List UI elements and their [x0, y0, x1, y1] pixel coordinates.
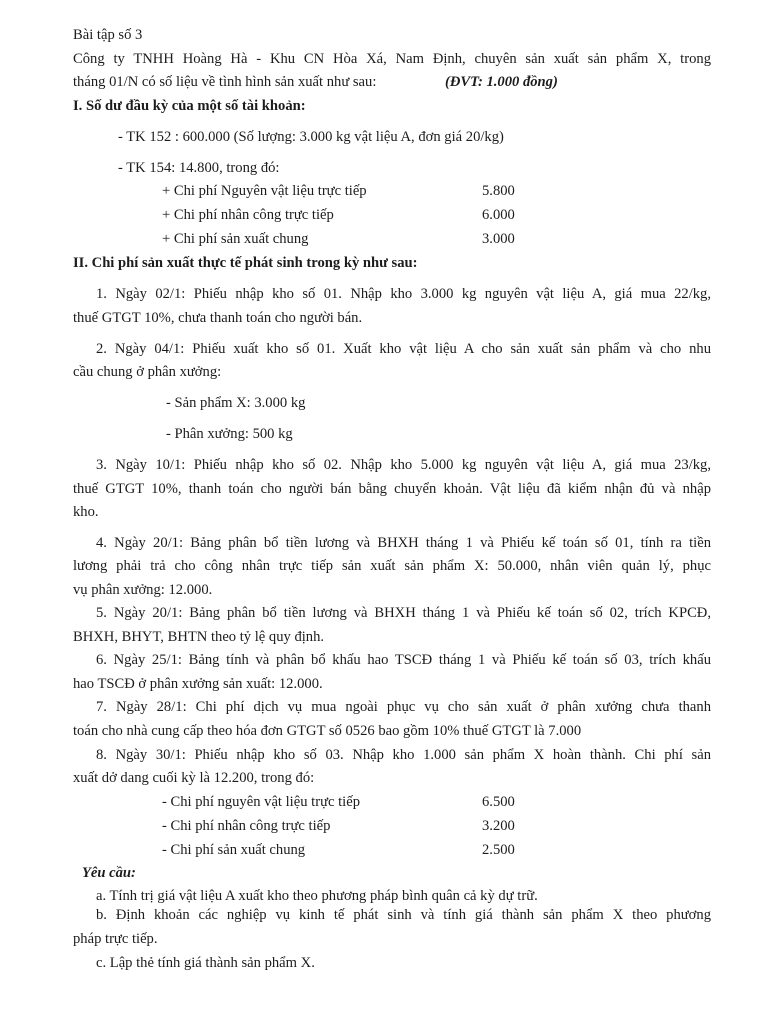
operation-3-line-3: kho.: [73, 504, 99, 520]
operation-3-line-1: 3. Ngày 10/1: Phiếu nhập kho số 02. Nhập kho 5.000 kg nguyên vật liệu A, giá mua 23/kg,: [96, 457, 711, 473]
operation-7-line-2: toán cho nhà cung cấp theo hóa đơn GTGT số 0526 bao gồm 10% thuế GTGT là 7.000: [73, 723, 582, 739]
operation-7-line-1: 7. Ngày 28/1: Chi phí dịch vụ mua ngoài phục vụ cho sản xuất ở phân xưởng chưa thanh: [96, 699, 711, 715]
requirement-a: a. Tính trị giá vật liệu A xuất kho theo phương pháp bình quân cả kỳ dự trữ.: [96, 888, 538, 904]
closing-wip-label: - Chi phí nguyên vật liệu trực tiếp: [162, 794, 360, 810]
opening-item-amount: 6.000: [482, 207, 515, 223]
operation-8-line-2: xuất dở dang cuối kỳ là 12.200, trong đó:: [73, 770, 315, 786]
requirement-c: c. Lập thẻ tính giá thành sản phẩm X.: [96, 955, 315, 971]
closing-wip-amount: 6.500: [482, 794, 515, 810]
opening-item-label: + Chi phí sản xuất chung: [162, 231, 309, 247]
operation-3-line-2: thuế GTGT 10%, thanh toán cho người bán bằng chuyển khoản. Vật liệu đã kiểm nhận đủ và nhập: [73, 481, 711, 497]
requirement-b-line-1: b. Định khoản các nghiệp vụ kinh tế phát sinh và tính giá thành sản phẩm X theo phương: [96, 907, 711, 923]
requirements-heading: Yêu cầu:: [82, 865, 136, 881]
exercise-title: Bài tập số 3: [73, 27, 143, 43]
requirement-b-line-2: pháp trực tiếp.: [73, 931, 158, 947]
closing-wip-label: - Chi phí sản xuất chung: [162, 842, 306, 858]
opening-item-label: + Chi phí nhân công trực tiếp: [162, 207, 334, 223]
tk154-line: - TK 154: 14.800, trong đó:: [118, 160, 280, 176]
unit-note: (ĐVT: 1.000 đồng): [445, 74, 558, 90]
opening-item-label: + Chi phí Nguyên vật liệu trực tiếp: [162, 183, 367, 199]
operation-1-line-1: 1. Ngày 02/1: Phiếu nhập kho số 01. Nhập kho 3.000 kg nguyên vật liệu A, giá mua 22/kg,: [96, 286, 711, 302]
operation-1-line-2: thuế GTGT 10%, chưa thanh toán cho người bán.: [73, 310, 363, 326]
operation-2-line-2: cầu chung ở phân xưởng:: [73, 364, 222, 380]
closing-wip-amount: 3.200: [482, 818, 515, 834]
intro-line-2: [73, 73, 376, 91]
operation-8-line-1: 8. Ngày 30/1: Phiếu nhập kho số 03. Nhập kho 1.000 sản phẩm X hoàn thành. Chi phí sản: [96, 747, 711, 763]
operation-6-line-2: hao TSCĐ ở phân xưởng sản xuất: 12.000.: [73, 676, 323, 692]
intro-text: tháng 01/N có số liệu về tình hình sản xuất như sau:: [73, 74, 377, 90]
section-1-heading: I. Số dư đầu kỳ của một số tài khoản:: [73, 98, 306, 114]
operation-4-line-3: vụ phân xưởng: 12.000.: [73, 582, 213, 598]
opening-item-amount: 3.000: [482, 231, 515, 247]
operation-5-line-1: 5. Ngày 20/1: Bảng phân bổ tiền lương và BHXH tháng 1 và Phiếu kế toán số 02, trích KPCĐ,: [96, 605, 711, 621]
operation-4-line-1: 4. Ngày 20/1: Bảng phân bổ tiền lương và BHXH tháng 1 và Phiếu kế toán số 01, tính ra tiền: [96, 535, 711, 551]
operation-2-sub-2: - Phân xưởng: 500 kg: [166, 426, 293, 442]
closing-wip-amount: 2.500: [482, 842, 515, 858]
section-2-heading: II. Chi phí sản xuất thực tế phát sinh trong kỳ như sau:: [73, 255, 418, 271]
operation-6-line-1: 6. Ngày 25/1: Bảng tính và phân bổ khấu hao TSCĐ tháng 1 và Phiếu kế toán số 03, trích khấu: [96, 652, 711, 668]
tk152-line: - TK 152 : 600.000 (Số lượng: 3.000 kg vật liệu A, đơn giá 20/kg): [118, 129, 504, 145]
operation-5-line-2: BHXH, BHYT, BHTN theo tỷ lệ quy định.: [73, 629, 325, 645]
operation-2-sub-1: - Sản phẩm X: 3.000 kg: [166, 395, 306, 411]
closing-wip-label: - Chi phí nhân công trực tiếp: [162, 818, 331, 834]
opening-item-amount: 5.800: [482, 183, 515, 199]
operation-2-line-1: 2. Ngày 04/1: Phiếu xuất kho số 01. Xuất kho vật liệu A cho sản xuất sản phẩm và cho nhu: [96, 341, 711, 357]
intro-line-1: Công ty TNHH Hoàng Hà - Khu CN Hòa Xá, Nam Định, chuyên sản xuất sản phẩm X, trong: [73, 51, 711, 67]
operation-4-line-2: lương phải trả cho công nhân trực tiếp sản xuất sản phẩm X: 50.000, nhân viên quản lý, phục: [73, 558, 711, 574]
